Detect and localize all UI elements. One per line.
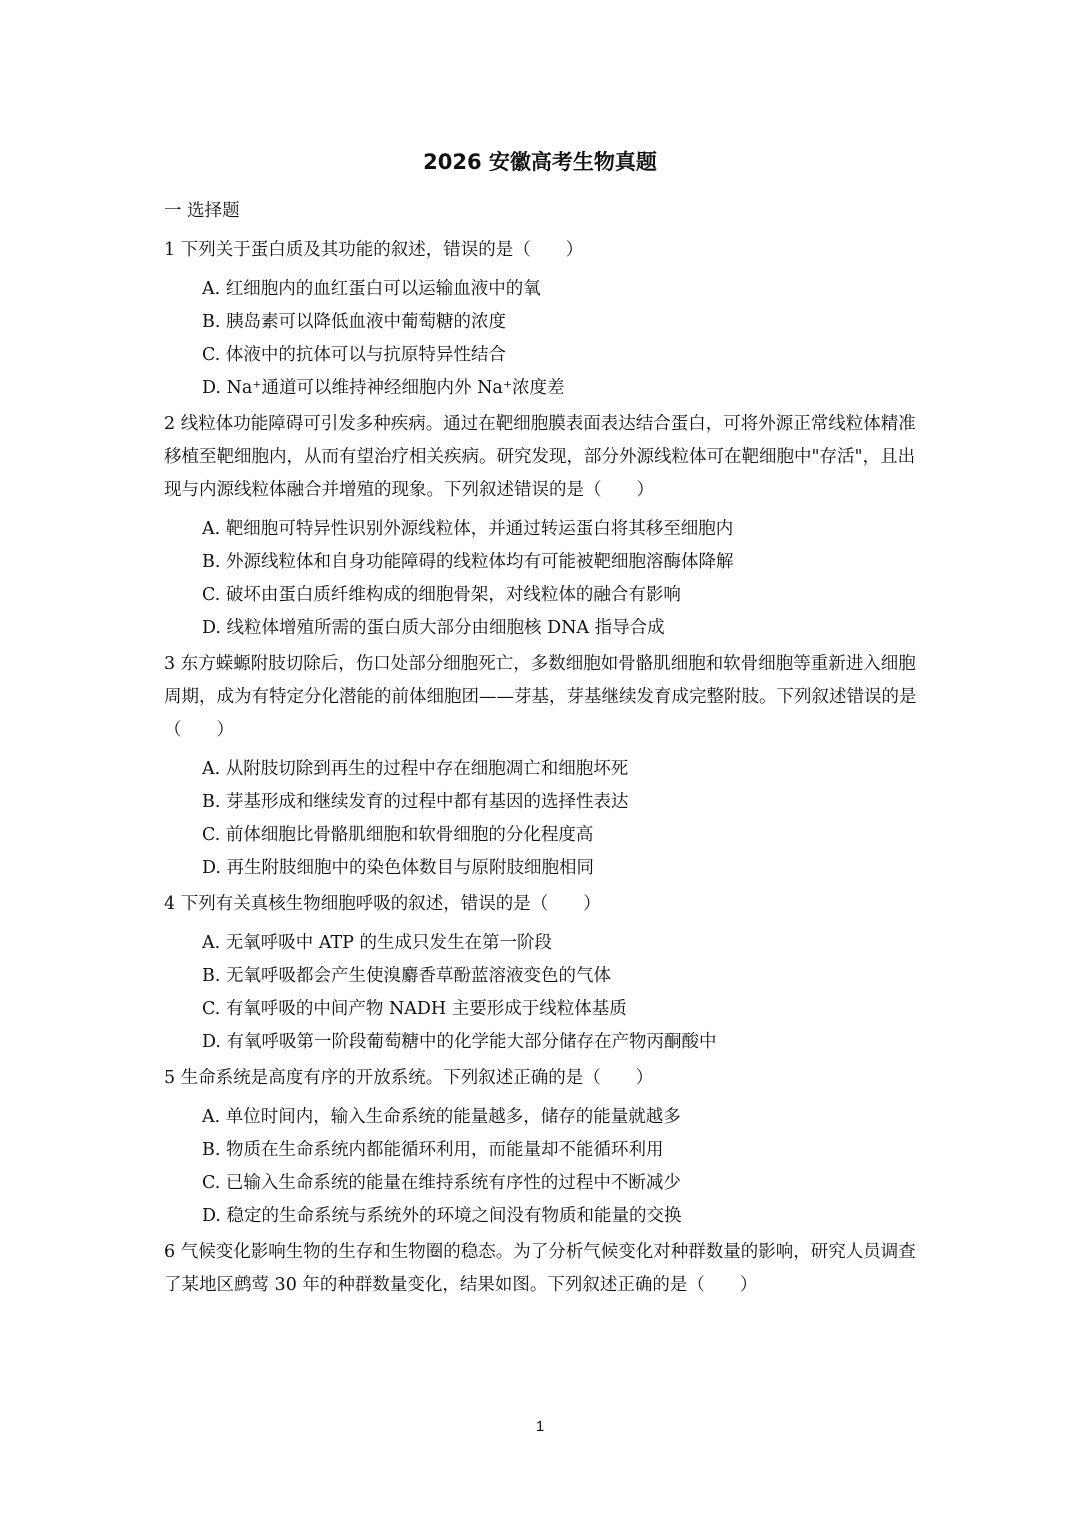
option-list (202, 273, 920, 405)
answer-option: C. 已输入生命系统的能量在维持系统有序性的过程中不断减少 (202, 1173, 681, 1193)
answer-option: D. 有氧呼吸第一阶段葡萄糖中的化学能大部分储存在产物丙酮酸中 (202, 1032, 717, 1052)
answer-option: C. 有氧呼吸的中间产物 NADH 主要形成于线粒体基质 (202, 999, 627, 1019)
question-block (164, 408, 920, 645)
page-number: 1 (535, 1418, 545, 1435)
question-stem: 3 东方蝾螈附肢切除后，伤口处部分细胞死亡，多数细胞如骨骼肌细胞和软骨细胞等重新进入细胞周期，成为有特定分化潜能的前体细胞团——芽基，芽基继续发育成完整附肢。下列叙述错误的是（ ） (164, 654, 917, 740)
exam-content (164, 197, 920, 1308)
question-block (164, 1236, 920, 1302)
answer-option: A. 从附肢切除到再生的过程中存在细胞凋亡和细胞坏死 (202, 759, 629, 779)
answer-option: D. 再生附肢细胞中的染色体数目与原附肢细胞相同 (202, 858, 595, 878)
answer-option: C. 破坏由蛋白质纤维构成的细胞骨架，对线粒体的融合有影响 (202, 585, 681, 605)
answer-option: D. 线粒体增殖所需的蛋白质大部分由细胞核 DNA 指导合成 (202, 618, 665, 638)
answer-option: B. 芽基形成和继续发育的过程中都有基因的选择性表达 (202, 792, 629, 812)
question-list (164, 234, 920, 1302)
answer-option: B. 无氧呼吸都会产生使溴麝香草酚蓝溶液变色的气体 (202, 966, 611, 986)
section-heading: 一 选择题 (164, 201, 240, 221)
answer-option: A. 单位时间内，输入生命系统的能量越多，储存的能量就越多 (202, 1107, 681, 1127)
option-list (202, 1101, 920, 1233)
answer-option: C. 前体细胞比骨骼肌细胞和软骨细胞的分化程度高 (202, 825, 594, 845)
question-stem: 2 线粒体功能障碍可引发多种疾病。通过在靶细胞膜表面表达结合蛋白，可将外源正常线粒体精准移植至靶细胞内，从而有望治疗相关疾病。研究发现，部分外源线粒体可在靶细胞中"存活"，且出现与内源线粒体融合并增殖的现象。下列叙述错误的是（ ） (164, 414, 916, 500)
answer-option: B. 胰岛素可以降低血液中葡萄糖的浓度 (202, 312, 506, 332)
question-stem: 1 下列关于蛋白质及其功能的叙述，错误的是（ ） (164, 240, 584, 260)
question-stem: 4 下列有关真核生物细胞呼吸的叙述，错误的是（ ） (164, 894, 601, 914)
answer-option: B. 物质在生命系统内都能循环利用，而能量却不能循环利用 (202, 1140, 664, 1160)
option-list (202, 753, 920, 885)
answer-option: B. 外源线粒体和自身功能障碍的线粒体均有可能被靶细胞溶酶体降解 (202, 552, 734, 572)
answer-option: D. 稳定的生命系统与系统外的环境之间没有物质和能量的交换 (202, 1206, 682, 1226)
question-stem: 6 气候变化影响生物的生存和生物圈的稳态。为了分析气候变化对种群数量的影响，研究人员调查了某地区鹧莺 30 年的种群数量变化，结果如图。下列叙述正确的是（ ） (164, 1242, 916, 1295)
question-block (164, 648, 920, 885)
answer-option: D. Na⁺通道可以维持神经细胞内外 Na⁺浓度差 (202, 378, 565, 398)
option-list (202, 513, 920, 645)
answer-option: A. 无氧呼吸中 ATP 的生成只发生在第一阶段 (202, 933, 553, 953)
question-block (164, 888, 920, 1059)
question-stem: 5 生命系统是高度有序的开放系统。下列叙述正确的是（ ） (164, 1068, 654, 1088)
question-block (164, 234, 920, 405)
answer-option: C. 体液中的抗体可以与抗原特异性结合 (202, 345, 506, 365)
answer-option: A. 靶细胞可特异性识别外源线粒体，并通过转运蛋白将其移至细胞内 (202, 519, 734, 539)
question-block (164, 1062, 920, 1233)
page-title: 2026 安徽高考生物真题 (423, 150, 657, 174)
answer-option: A. 红细胞内的血红蛋白可以运输血液中的氧 (202, 279, 541, 299)
option-list (202, 927, 920, 1059)
